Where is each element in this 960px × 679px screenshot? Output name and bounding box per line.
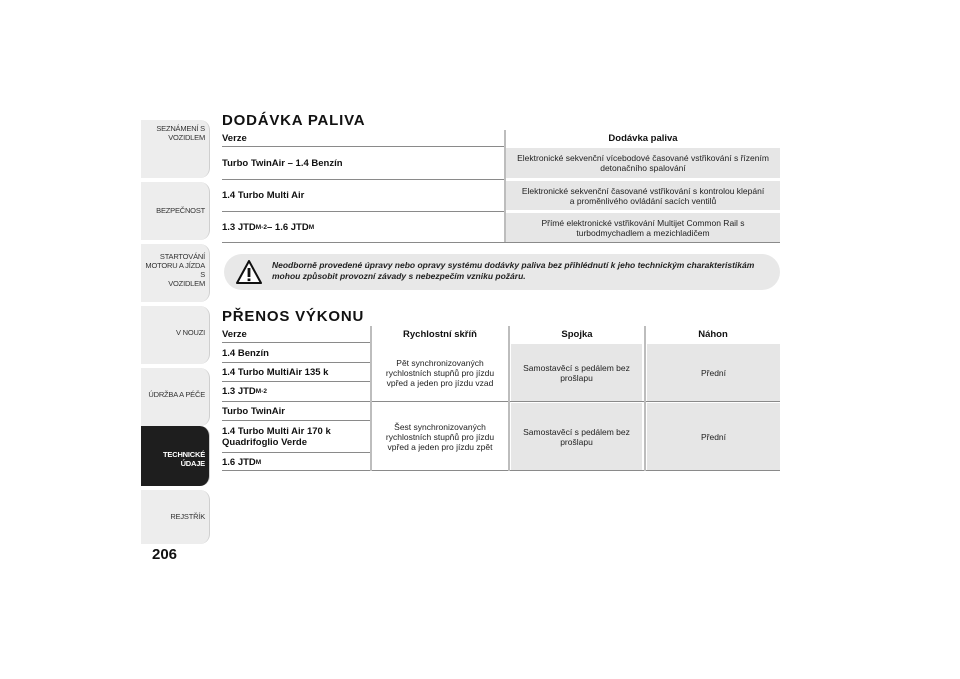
gearbox-cell: Pět synchronizovaných rychlostních stupňů pro jízdu vpřed a jeden pro jízdu vzad: [385, 357, 495, 388]
sidebar-item-label: ÚDRŽBA A PÉČE: [148, 390, 205, 399]
transmission-version: Turbo TwinAir: [222, 406, 285, 417]
sidebar-item-udrzba[interactable]: [141, 368, 210, 426]
divider: [222, 179, 504, 180]
clutch-cell: Samostavěcí s pedálem bez prošlapu: [511, 403, 642, 470]
fuel-supply: Elektronické sekvenční časované vstřikování s kontrolou klepání a proměnlivého ovládání sacích ventilů: [506, 181, 780, 210]
divider: [222, 420, 370, 421]
transmission-header-gearbox: Rychlostní skříň: [403, 328, 477, 340]
drive-cell: Přední: [647, 344, 780, 401]
transmission-header-clutch: Spojka: [561, 328, 593, 340]
transmission-version: 1.4 Turbo MultiAir 135 k: [222, 367, 329, 378]
fuel-version: 1.4 Turbo Multi Air: [222, 190, 305, 201]
fuel-table-header: [222, 130, 780, 146]
sidebar-item-label: TECHNICKÉ ÚDAJE: [163, 450, 205, 468]
sidebar-item-label: BEZPEČNOST: [156, 206, 205, 215]
transmission-table-header: [222, 326, 780, 342]
sidebar-item-technicke-udaje[interactable]: [141, 426, 210, 486]
transmission-header-version: Verze: [222, 328, 247, 340]
warning-box: [224, 254, 780, 290]
page-number: 206: [152, 546, 178, 563]
sidebar-item-label: STARTOVÁNÍ: [159, 252, 205, 261]
sidebar-item-startovani[interactable]: [141, 244, 210, 302]
divider: [644, 326, 646, 471]
gearbox-cell: Šest synchronizovaných rychlostních stupňů pro jízdu vpřed a jeden pro jízdu zpět: [385, 421, 495, 452]
sidebar-item-seznameni[interactable]: [141, 120, 210, 178]
divider: [222, 470, 780, 471]
divider: [508, 326, 510, 471]
divider: [222, 211, 504, 212]
sidebar-item-label: REJSTŘÍK: [170, 512, 205, 521]
divider: [222, 242, 780, 243]
transmission-section-title: PŘENOS VÝKONU: [222, 308, 365, 325]
fuel-version: Turbo TwinAir – 1.4 Benzín: [222, 157, 343, 169]
divider: [222, 362, 370, 363]
divider: [370, 326, 372, 471]
fuel-version: 1.3 JTD M-2 – 1.6 JTD M: [222, 222, 315, 233]
divider: [222, 401, 780, 402]
transmission-version: 1.3 JTD M-2: [222, 386, 267, 397]
sidebar-item-label: MOTORU A JÍZDA S: [145, 261, 205, 279]
sidebar-item-label: VOZIDLEM: [168, 133, 205, 142]
fuel-table-row: [222, 148, 780, 178]
fuel-header-version: Verze: [222, 132, 247, 144]
warning-text: Neodborně provedené úpravy nebo opravy systému dodávky paliva bez přihlédnutí k jeho technickým charakteristikám mohou způsobit provozní závady s nebezpečím vzniku požáru.: [272, 260, 755, 281]
fuel-table-row: [222, 181, 780, 210]
fuel-section-title: DODÁVKA PALIVA: [222, 112, 366, 129]
sidebar-item-v-nouzi[interactable]: [141, 306, 210, 364]
fuel-supply: Přímé elektronické vstřikování Multijet Common Rail s turbodmychadlem a mezichladičem: [506, 213, 780, 242]
sidebar-item-label: V NOUZI: [175, 328, 205, 337]
divider: [222, 146, 504, 147]
divider: [222, 381, 370, 382]
clutch-cell: Samostavěcí s pedálem bez prošlapu: [511, 344, 642, 401]
transmission-version: 1.4 Turbo Multi Air 170 k Quadrifoglio Verde: [222, 425, 331, 448]
transmission-version: 1.6 JTD M: [222, 457, 262, 468]
sidebar-item-label: SEZNÁMENÍ S: [156, 124, 205, 133]
warning-triangle-icon: [236, 260, 262, 284]
sidebar-item-rejstrik[interactable]: [141, 490, 210, 544]
fuel-supply: Elektronické sekvenční vícebodové časované vstřikování s řízením detonačního spalování: [506, 148, 780, 178]
divider: [222, 342, 370, 343]
divider: [222, 452, 370, 453]
sidebar-item-label: VOZIDLEM: [168, 279, 205, 288]
fuel-table-row: [222, 213, 780, 242]
transmission-version: 1.4 Benzín: [222, 347, 269, 359]
fuel-header-supply: Dodávka paliva: [608, 132, 678, 144]
transmission-header-drive: Náhon: [698, 328, 728, 340]
sidebar-item-bezpecnost[interactable]: [141, 182, 210, 240]
drive-cell: Přední: [647, 403, 780, 470]
